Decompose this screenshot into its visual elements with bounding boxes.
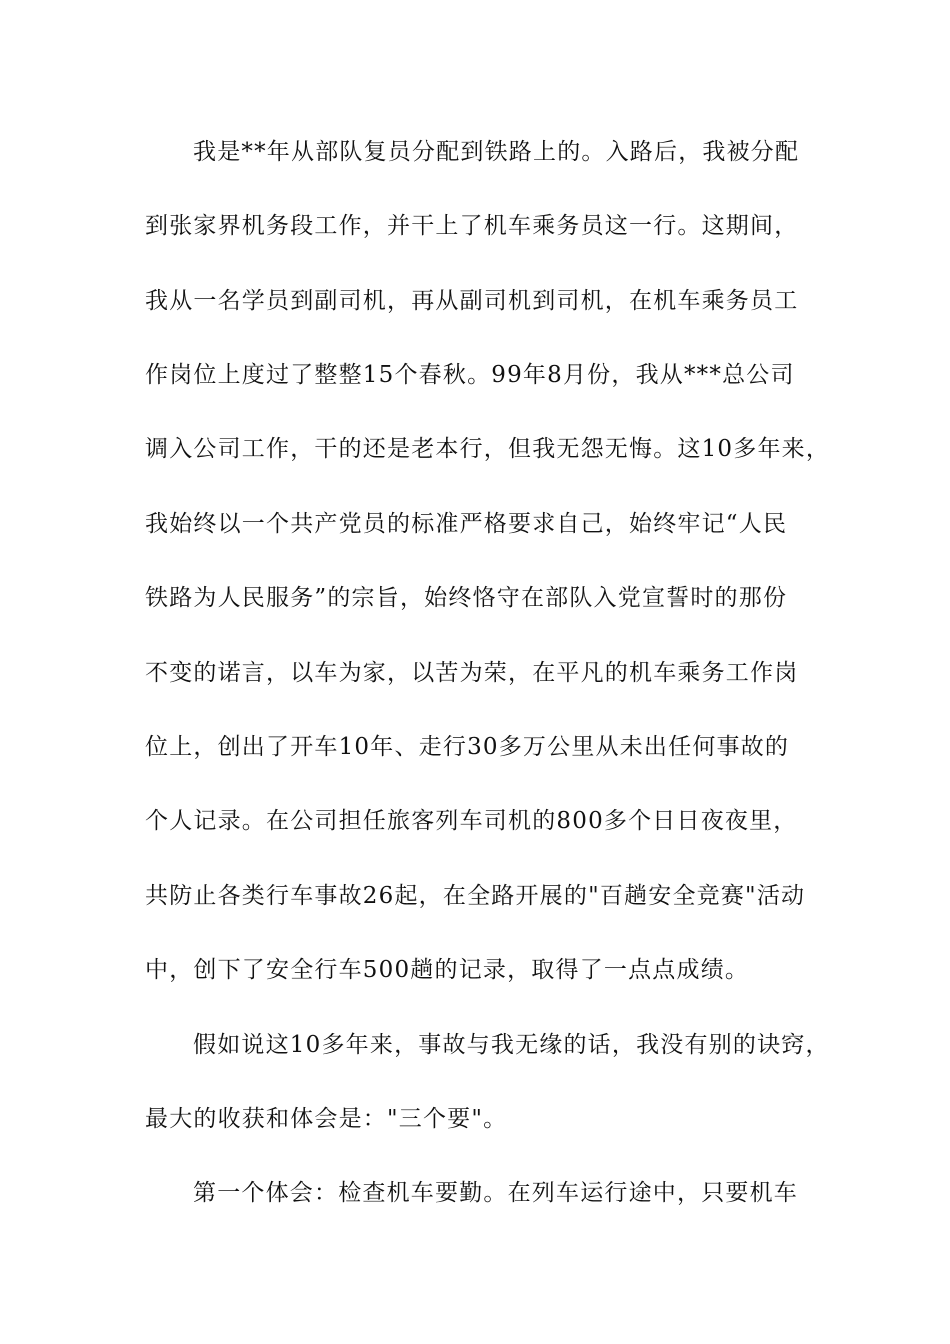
text-line-2: 到张家界机务段工作，并干上了机车乘务员这一行。这期间， <box>145 213 799 239</box>
text-line-5: 调入公司工作，干的还是老本行，但我无怨无悔。这10多年来， <box>145 436 831 462</box>
text-line-6: 我始终以一个共产党员的标准严格要求自己，始终牢记“人民 <box>145 511 788 537</box>
text-line-14: 最大的收获和体会是："三个要"。 <box>145 1106 508 1132</box>
text-line-1: 我是**年从部队复员分配到铁路上的。入路后，我被分配 <box>193 139 800 165</box>
text-line-9: 位上，创出了开车10年、走行30多万公里从未出任何事故的 <box>145 734 790 760</box>
text-line-11: 共防止各类行车事故26起，在全路开展的"百趟安全竞赛"活动 <box>145 883 806 909</box>
text-line-13: 假如说这10多年来，事故与我无缘的话，我没有别的诀窍， <box>193 1032 830 1058</box>
text-line-8: 不变的诺言，以车为家，以苦为荣，在平凡的机车乘务工作岗 <box>145 660 799 686</box>
text-line-7: 铁路为人民服务”的宗旨，始终恪守在部队入党宣誓时的那份 <box>145 585 788 611</box>
text-line-12: 中，创下了安全行车500趟的记录，取得了一点点成绩。 <box>145 957 750 983</box>
text-line-4: 作岗位上度过了整整15个春秋。99年8月份，我从***总公司 <box>145 362 795 388</box>
text-line-3: 我从一名学员到副司机，再从副司机到司机，在机车乘务员工 <box>145 288 799 314</box>
text-line-10: 个人记录。在公司担任旅客列车司机的800多个日日夜夜里， <box>145 808 798 834</box>
text-line-15: 第一个体会：检查机车要勤。在列车运行途中，只要机车 <box>193 1180 798 1206</box>
